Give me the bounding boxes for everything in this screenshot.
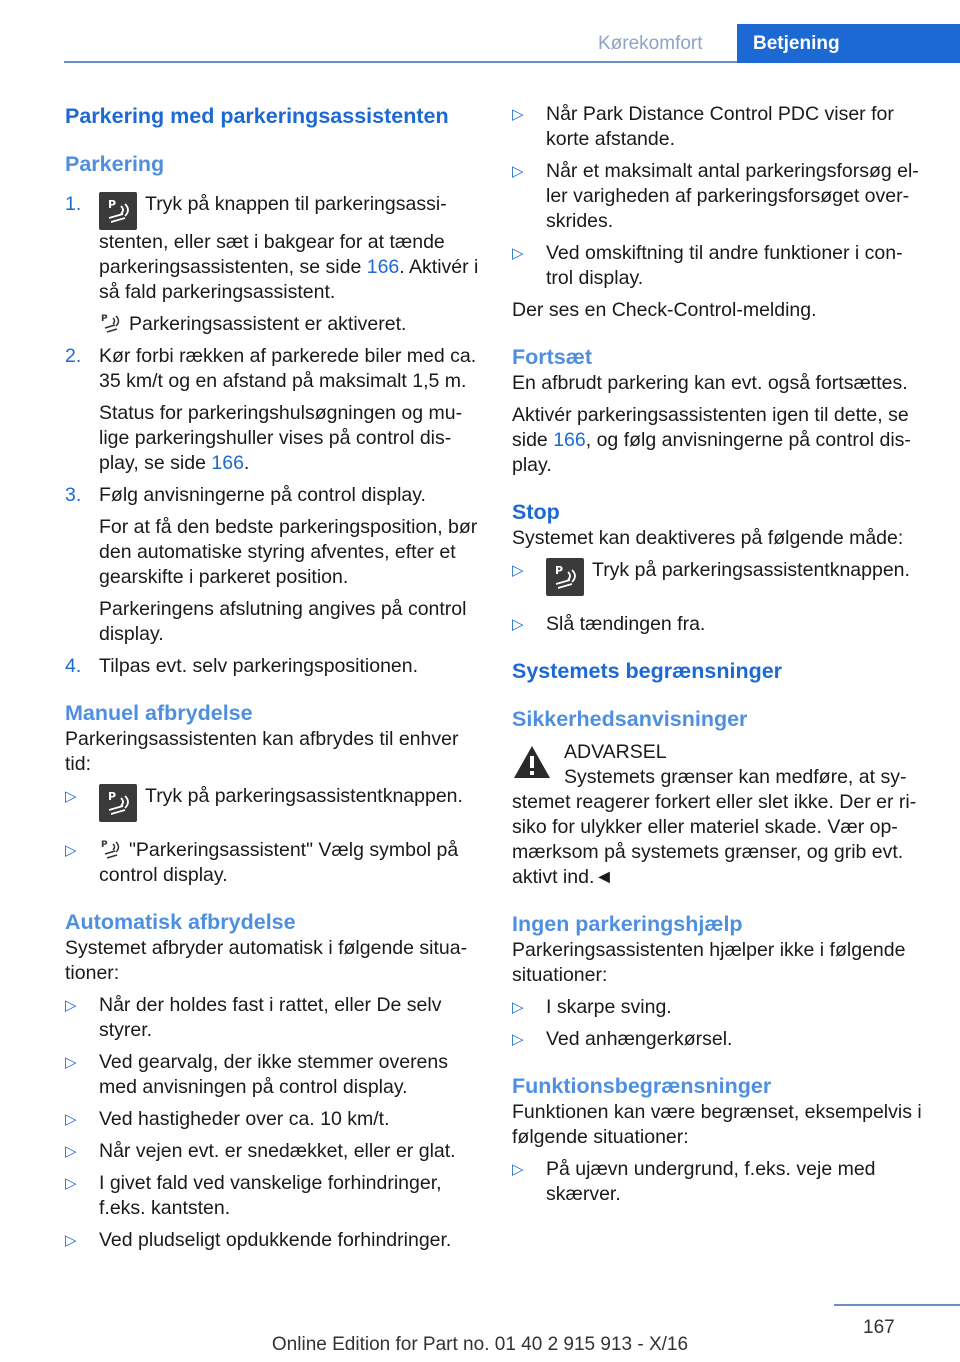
continue-text: Aktivér parkeringsassistenten igen til dette, se side 166, og følg anvisningerne på control dis- play. [512,404,911,476]
page-link[interactable]: 166 [211,452,244,474]
header-tab: Betjening [737,24,960,63]
manual-intro: Parkeringsassistenten kan afbrydes til enhver tid: [65,728,459,775]
list-item: ▷ Når vejen evt. er snedækket, eller er glat. [65,1140,456,1162]
step-2-note: Status for parkeringshulsøgningen og mu- lige parkeringshuller vises på control dis- play, se side 166. [99,402,463,474]
bullet-icon: ▷ [65,1175,77,1192]
list-item: ▷ Ved anhængerkørsel. [512,1028,733,1050]
step-3-note: Parkeringens afslutning angives på control display. [99,598,467,645]
function-limits-intro: Funktionen kan være begrænset, eksempelvis i følgende situationer: [512,1101,922,1148]
list-item: ▷ På ujævn undergrund, f.eks. veje med skærver. [512,1158,876,1205]
heading-function-limits: Funktionsbegrænsninger [512,1074,772,1098]
step-4-text: Tilpas evt. selv parkeringspositionen. [99,655,419,677]
warning-block [512,740,928,890]
park-assist-button-icon [99,784,137,822]
continue-text: En afbrudt parkering kan evt. også fortsættes. [512,372,908,394]
park-assist-button-icon [546,558,584,596]
park-assist-button-icon [99,192,137,230]
bullet-icon: ▷ [65,997,77,1014]
page-number: 167 [863,1317,895,1338]
list-item: ▷ Når Park Distance Control PDC viser for korte afstande. [512,103,894,150]
svg-text:P: P [555,564,564,577]
bullet-icon: ▷ [65,842,77,859]
list-item: ▷ Ved gearvalg, der ikke stemmer overens med anvisningen på control display. [65,1051,449,1098]
step-1-tail: . Aktivér i så fald parkeringsassistent. [99,256,479,303]
left-column [65,102,480,1253]
list-item: ▷ P Tryk på parkeringsassistentknappen. [65,784,480,824]
svg-text:P: P [101,314,108,324]
page-link[interactable]: 166 [366,256,400,278]
footer-rule [834,1304,960,1306]
footer-edition: Online Edition for Part no. 01 40 2 915 913 - X/16 [271,1334,689,1355]
list-item: ▷ Ved omskiftning til andre funktioner i con- trol display. [512,242,903,289]
check-control-text: Der ses en Check-Control-melding. [512,299,817,321]
bullet-icon: ▷ [65,1143,77,1160]
heading-auto-cancel: Automatisk afbrydelse [65,910,296,934]
step-1-note: P Parkeringsassistent er aktiveret. [101,313,407,335]
list-item: ▷ P Tryk på parkeringsassistentknappen. [512,558,928,598]
heading-parking: Parkering [65,152,165,176]
heading-no-help: Ingen parkeringshjælp [512,912,743,936]
auto-intro: Systemet afbryder automatisk i følgende situa- tioner: [65,937,468,984]
bullet-icon: ▷ [65,1054,77,1071]
step-number: 1. [65,193,82,215]
bullet-icon: ▷ [65,788,77,805]
step-number: 2. [65,345,82,367]
bullet-icon: ▷ [512,616,524,633]
warning-triangle-icon [512,744,552,780]
heading-stop: Stop [512,500,560,524]
bullet-icon: ▷ [512,562,524,579]
heading-safety: Sikkerhedsanvisninger [512,707,748,731]
svg-text:P: P [108,198,117,211]
step-3 [65,483,480,508]
park-assist-symbol-icon [99,838,123,860]
list-item: ▷ Når et maksimalt antal parkeringsforsøg el- ler varigheden af parkeringsforsøget over- skrides. [512,160,919,232]
list-item: ▷ Når der holdes fast i rattet, eller De selv styrer. [65,994,442,1041]
warning-title: ADVARSEL [564,741,667,763]
step-2-text: Kør forbi rækken af parkerede biler med ca. 35 km/t og en afstand på maksimalt 1,5 m. [99,345,477,392]
bullet-icon: ▷ [512,1161,524,1178]
warning-text: Systemets grænser kan medføre, at sy- stemet reagerer forkert eller slet ikke. Der er ri- siko for ulykker eller materiel skade. Vær op- mærksom på systemets grænser, og grib evt. aktivt ind.◄ [512,766,917,888]
list-item: ▷ I givet fald ved vanskelige forhindringer, f.eks. kantsten. [65,1172,442,1219]
heading-system-limits: Systemets begrænsninger [512,659,783,683]
bullet-icon: ▷ [512,1031,524,1048]
right-column [512,102,928,1207]
page-link[interactable]: 166 [553,429,586,451]
bullet-icon: ▷ [512,163,524,180]
list-item: ▷ Ved pludseligt opdukkende forhindringer. [65,1229,452,1251]
step-number: 4. [65,655,82,677]
bullet-icon: ▷ [512,999,524,1016]
list-item: ▷ Slå tændingen fra. [512,613,706,635]
header-section-label: Kørekomfort [598,33,703,54]
list-item: ▷ Ved hastigheder over ca. 10 km/t. [65,1108,390,1130]
bullet-icon: ▷ [512,106,524,123]
bullet-icon: ▷ [512,245,524,262]
step-3-text: Følg anvisningerne på control display. [99,484,426,506]
step-3-note: For at få den bedste parkeringsposition, bør den automatiske styring afventes, efter et gearskifte i parkeret position. [99,516,478,588]
list-item: ▷ I skarpe sving. [512,996,672,1018]
heading-main: Parkering med parkeringsassistenten [65,104,449,128]
step-1-text: Tryk på knappen til parkeringsassi- stenten, eller sæt i bakgear for at tænde parkeringsassistenten, se side [99,193,447,278]
bullet-icon: ▷ [65,1111,77,1128]
park-assist-symbol-icon [99,312,123,334]
step-4 [65,654,480,679]
step-1 [65,192,480,305]
step-number: 3. [65,484,82,506]
svg-text:P: P [101,840,108,850]
step-2 [65,344,480,394]
bullet-icon: ▷ [65,1232,77,1249]
svg-text:P: P [108,790,117,803]
no-help-intro: Parkeringsassistenten hjælper ikke i følgende situationer: [512,939,906,986]
stop-intro: Systemet kan deaktiveres på følgende måde: [512,527,904,549]
list-item: ▷ P "Parkeringsassistent" Vælg symbol på control display. [65,839,459,886]
heading-continue: Fortsæt [512,345,593,369]
heading-manual-cancel: Manuel afbrydelse [65,701,253,725]
